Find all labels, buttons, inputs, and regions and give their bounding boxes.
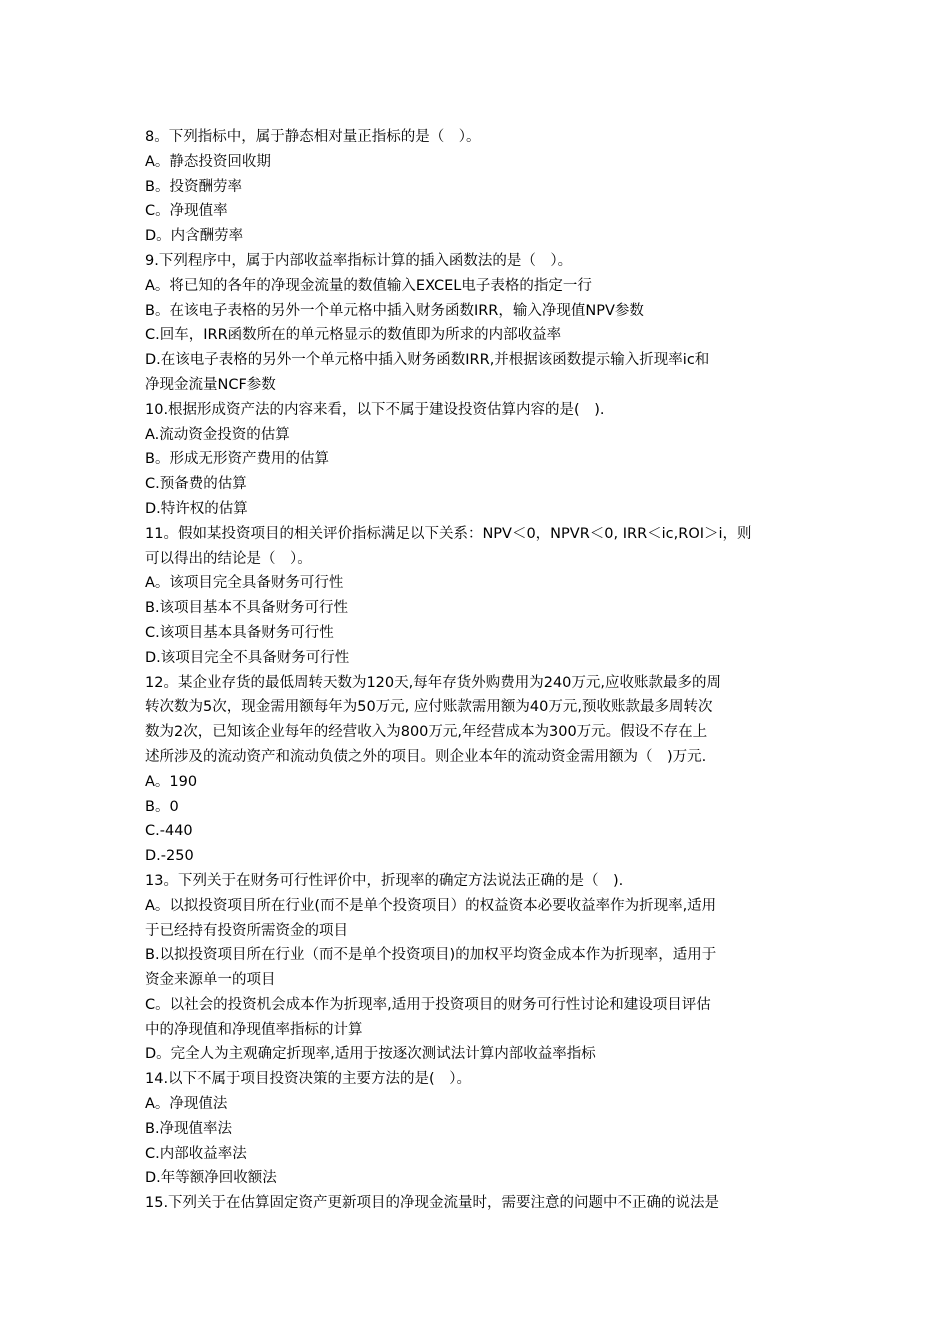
- question-9-option-c: C.回车，IRR函数所在的单元格显示的数值即为所求的内部收益率: [145, 327, 562, 344]
- question-10-option-d: D.特许权的估算: [145, 500, 248, 517]
- question-11-option-a: A。该项目完全具备财务可行性: [145, 575, 344, 592]
- question-9-option-b: B。在该电子表格的另外一个单元格中插入财务函数IRR，输入净现值NPV参数: [145, 302, 644, 319]
- question-8-option-a: A。静态投资回收期: [145, 153, 271, 170]
- question-13-option-c-cont: 中的净现值和净现值率指标的计算: [145, 1021, 363, 1038]
- question-10-option-c: C.预备费的估算: [145, 476, 247, 493]
- question-14-option-d: D.年等额净回收额法: [145, 1170, 277, 1187]
- question-12-option-a: A。190: [145, 773, 198, 790]
- question-8-option-c: C。净现值率: [145, 203, 228, 220]
- document-body: [145, 125, 810, 1216]
- question-10-stem: 10.根据形成资产法的内容来看，以下不属于建设投资估算内容的是( ).: [145, 401, 605, 418]
- question-12-option-c: C.-440: [145, 823, 193, 840]
- question-13-option-a-cont: 于已经持有投资所需资金的项目: [145, 922, 348, 939]
- question-8-option-d: D。内含酬劳率: [145, 228, 244, 245]
- question-14-stem: 14.以下不属于项目投资决策的主要方法的是( ）。: [145, 1071, 471, 1088]
- question-12-stem: 12。某企业存货的最低周转天数为120天,每年存货外购费用为240万元,应收账款最多的周: [145, 674, 722, 691]
- question-12-option-d: D.-250: [145, 848, 194, 865]
- question-9-option-d: D.在该电子表格的另外一个单元格中插入财务函数IRR,并根据该函数提示输入折现率ic和: [145, 352, 710, 369]
- question-13-stem: 13。下列关于在财务可行性评价中，折现率的确定方法说法正确的是（ ).: [145, 872, 624, 889]
- question-8-stem: 8。下列指标中，属于静态相对量正指标的是（ ）。: [145, 129, 481, 145]
- question-9-option-d-cont: 净现金流量NCF参数: [145, 376, 276, 393]
- question-12-option-b: B。0: [145, 798, 179, 815]
- question-13-option-c: C。以社会的投资机会成本作为折现率,适用于投资项目的财务可行性讨论和建设项目评估: [145, 996, 711, 1013]
- question-11-stem-cont: 可以得出的结论是（ ）。: [145, 550, 312, 567]
- question-10-option-b: B。形成无形资产费用的估算: [145, 451, 329, 468]
- question-14-option-c: C.内部收益率法: [145, 1145, 247, 1162]
- question-13-option-b: B.以拟投资项目所在行业（而不是单个投资项目)的加权平均资金成本作为折现率，适用于: [145, 947, 717, 964]
- question-11-option-b: B.该项目基本不具备财务可行性: [145, 600, 349, 617]
- question-11-option-c: C.该项目基本具备财务可行性: [145, 624, 334, 641]
- question-13-option-b-cont: 资金来源单一的项目: [145, 972, 276, 989]
- question-8-option-b: B。投资酬劳率: [145, 178, 242, 195]
- question-12-stem-cont-1: 转次数为5次，现金需用额每年为50万元, 应付账款需用额为40万元,预收账款最多周转次: [145, 699, 713, 716]
- question-14-option-a: A。净现值法: [145, 1096, 228, 1113]
- question-12-stem-cont-2: 数为2次，已知该企业每年的经营收入为800万元,年经营成本为300万元。假设不存在上: [145, 724, 708, 741]
- question-11-stem: 11。假如某投资项目的相关评价指标满足以下关系：NPV＜0，NPVR＜0, IRR＜ic,ROI＞i，则: [145, 525, 752, 542]
- question-10-option-a: A.流动资金投资的估算: [145, 426, 290, 443]
- question-11-option-d: D.该项目完全不具备财务可行性: [145, 649, 350, 666]
- question-13-option-a: A。以拟投资项目所在行业(而不是单个投资项目）的权益资本必要收益率作为折现率,适用: [145, 897, 717, 914]
- question-15-stem: 15.下列关于在估算固定资产更新项目的净现金流量时，需要注意的问题中不正确的说法是: [145, 1195, 720, 1212]
- question-14-option-b: B.净现值率法: [145, 1120, 233, 1137]
- question-9-stem: 9.下列程序中，属于内部收益率指标计算的插入函数法的是（ ）。: [145, 252, 573, 269]
- question-13-option-d: D。完全人为主观确定折现率,适用于按逐次测试法计算内部收益率指标: [145, 1046, 596, 1063]
- question-9-option-a: A。将已知的各年的净现金流量的数值输入EXCEL电子表格的指定一行: [145, 277, 592, 294]
- question-12-stem-cont-3: 述所涉及的流动资产和流动负债之外的项目。则企业本年的流动资金需用额为（ )万元.: [145, 748, 707, 765]
